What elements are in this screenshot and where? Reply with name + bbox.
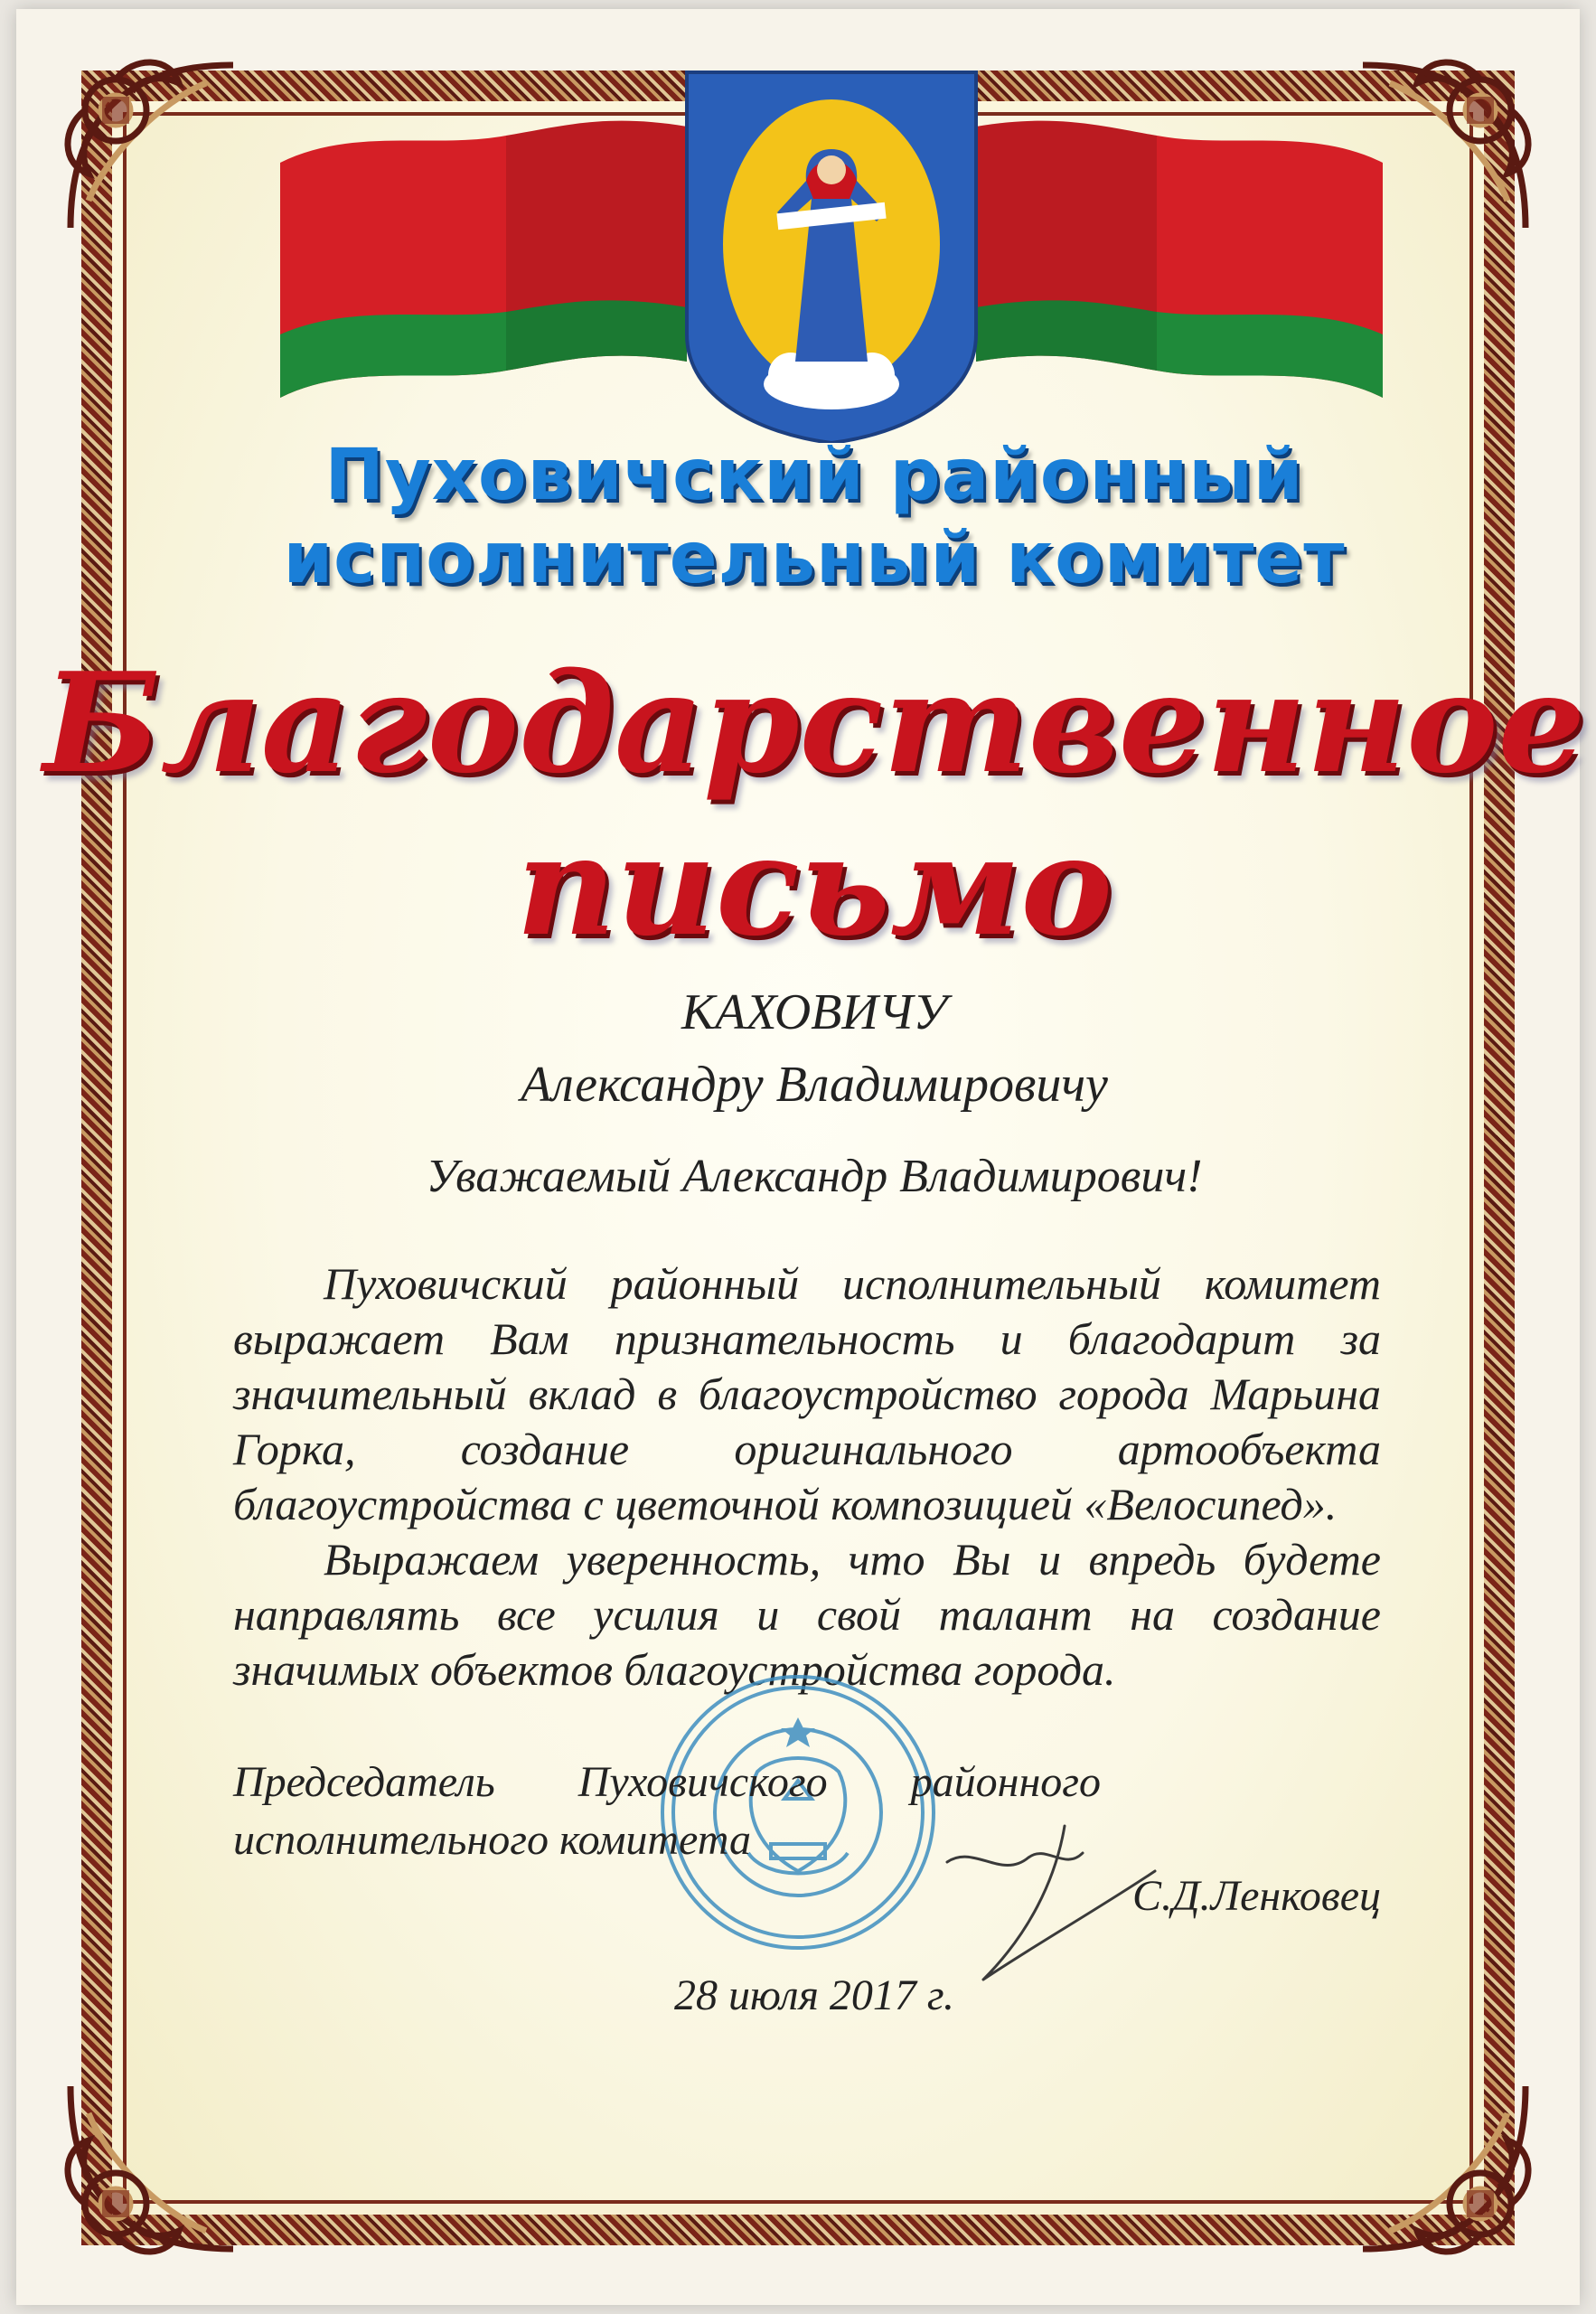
organization-name [16, 434, 1596, 600]
document-title [16, 642, 1596, 967]
organization-name-line1: Пуховичский районный [324, 435, 1304, 516]
recipient-surname: КАХОВИЧУ [681, 984, 948, 1040]
ornament-corner-icon [52, 47, 260, 255]
flag-with-coat-of-arms [271, 63, 1392, 443]
signatory-name: С.Д.Ленковец [1132, 1872, 1381, 1920]
signatory-title-line2: исполнительного комитета [233, 1816, 751, 1864]
letter-body [233, 1256, 1381, 1698]
recipient-block [16, 976, 1596, 1121]
greeting: Уважаемый Александр Владимирович! [426, 1151, 1203, 1202]
document-title-line1: Благодарственное [42, 642, 1586, 804]
document-title-line2: письмо [516, 804, 1113, 966]
body-paragraph-1: Пуховичский районный исполнительный комитет выражает Вам признательность и благодарит за значительный вклад в благоустройство города Марьина Горка, создание оригинального артообъекта благоустройства с цветочной композицией «Велосипед». [233, 1258, 1381, 1529]
organization-name-line2: исполнительный комитет [283, 518, 1346, 599]
document-date: 28 июля 2017 г. [674, 1971, 954, 2019]
document-sheet [16, 9, 1586, 2305]
ornament-corner-icon [52, 2059, 260, 2267]
ornament-corner-icon [1336, 2059, 1544, 2267]
body-paragraph-2: Выражаем уверенность, что Вы и впредь будете направлять все усилия и свой талант на создание значимых объектов благоустройства города. [233, 1534, 1381, 1695]
signatory-title-line1: Председатель Пуховичского районного [233, 1758, 1101, 1806]
recipient-name: Александру Владимировичу [521, 1057, 1108, 1113]
